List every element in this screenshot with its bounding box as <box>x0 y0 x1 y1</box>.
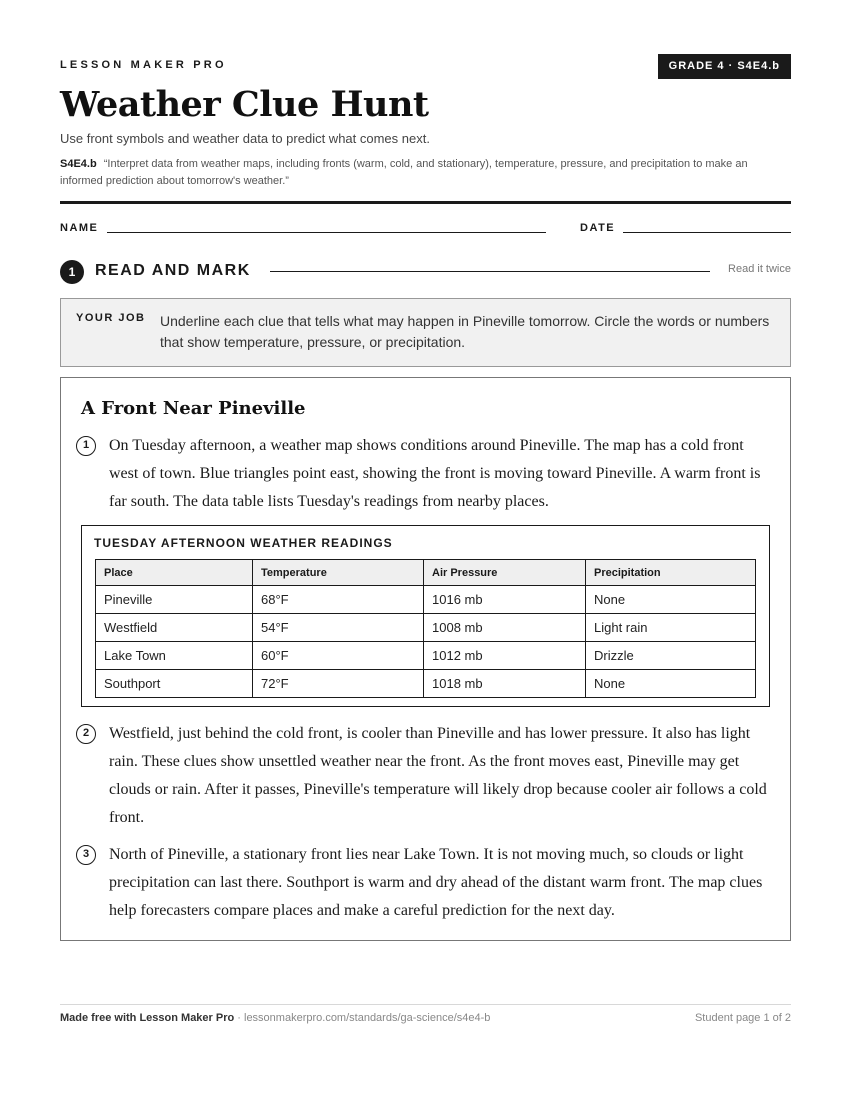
standard-text: “Interpret data from weather maps, including fronts (warm, cold, and stationary), temperature, pressure, and precipitation to make an informed prediction about tomorrow's weather.” <box>60 158 748 187</box>
name-label: NAME <box>60 222 99 234</box>
name-field[interactable] <box>107 232 546 233</box>
instructions-label: YOUR JOB <box>76 312 146 324</box>
passage-title: A Front Near Pineville <box>81 398 306 419</box>
table-row <box>96 586 756 614</box>
instructions-text: Underline each clue that tells what may happen in Pineville tomorrow. Circle the words or numbers that show temperature, pressure, or precipitation. <box>160 313 770 350</box>
table-row <box>96 614 756 642</box>
section-number-badge: 1 <box>60 260 84 284</box>
footer-separator: · <box>234 1012 244 1024</box>
footer-page-number: Student page 1 of 2 <box>694 1012 791 1024</box>
weather-readings-table-box <box>81 525 770 707</box>
date-label: DATE <box>580 222 616 234</box>
cell-temperature: 54°F <box>253 614 424 642</box>
footer-url[interactable]: lessonmakerpro.com/standards/ga-science/s4e4-b <box>244 1012 491 1024</box>
header-divider <box>60 201 791 204</box>
cell-place: Southport <box>96 670 253 698</box>
cell-temperature: 60°F <box>253 642 424 670</box>
cell-place: Pineville <box>96 586 253 614</box>
cell-place: Lake Town <box>96 642 253 670</box>
column-header-place: Place <box>96 560 253 586</box>
reading-passage <box>60 377 791 941</box>
date-field[interactable] <box>623 232 791 233</box>
footer-divider <box>60 1004 791 1005</box>
cell-precipitation: None <box>586 670 756 698</box>
standard-code: S4E4.b <box>60 158 97 170</box>
table-header-row <box>96 560 756 586</box>
cell-place: Westfield <box>96 614 253 642</box>
paragraph-number: 3 <box>76 845 96 865</box>
column-header-precipitation: Precipitation <box>586 560 756 586</box>
grade-badge: GRADE 4 · S4E4.b <box>658 54 791 79</box>
section-divider <box>270 271 710 272</box>
paragraph-text: Westfield, just behind the cold front, is cooler than Pineville and has lower pressure. It also has light rain. These clues show unsettled weather near the front. As the front moves east, Pineville may get clouds or rain. After it passes, Pineville's temperature will likely drop because cooler air follows a cold front. <box>109 725 767 826</box>
cell-precipitation: None <box>586 586 756 614</box>
standard-description <box>60 156 791 190</box>
weather-readings-table <box>95 559 756 698</box>
cell-air-pressure: 1008 mb <box>424 614 586 642</box>
page-subtitle: Use front symbols and weather data to predict what comes next. <box>60 131 430 146</box>
table-row <box>96 670 756 698</box>
table-title: TUESDAY AFTERNOON WEATHER READINGS <box>94 536 393 550</box>
cell-precipitation: Light rain <box>586 614 756 642</box>
instructions-box <box>60 298 791 367</box>
paragraph-number: 2 <box>76 724 96 744</box>
cell-air-pressure: 1012 mb <box>424 642 586 670</box>
column-header-temperature: Temperature <box>253 560 424 586</box>
brand-name: LESSON MAKER PRO <box>60 59 227 71</box>
paragraph-number: 1 <box>76 436 96 456</box>
table-row <box>96 642 756 670</box>
cell-air-pressure: 1018 mb <box>424 670 586 698</box>
footer-made-with: Made free with Lesson Maker Pro <box>60 1012 235 1024</box>
column-header-air-pressure: Air Pressure <box>424 560 586 586</box>
cell-air-pressure: 1016 mb <box>424 586 586 614</box>
cell-precipitation: Drizzle <box>586 642 756 670</box>
section-title: READ AND MARK <box>95 262 251 279</box>
cell-temperature: 68°F <box>253 586 424 614</box>
worksheet-page <box>60 0 791 1100</box>
paragraph-text: North of Pineville, a stationary front lies near Lake Town. It is not moving much, so clouds or light precipitation can last there. Southport is warm and dry ahead of the distant warm front. The map clues help forecasters compare places and make a careful prediction for the next day. <box>109 846 763 919</box>
footer-credit <box>60 1012 490 1024</box>
paragraph-text: On Tuesday afternoon, a weather map shows conditions around Pineville. The map has a cold front west of town. Blue triangles point east, showing the front is moving toward Pineville. A warm front is far south. The data table lists Tuesday's readings from nearby places. <box>109 437 761 510</box>
cell-temperature: 72°F <box>253 670 424 698</box>
section-note: Read it twice <box>728 263 791 275</box>
page-title: Weather Clue Hunt <box>60 84 429 125</box>
